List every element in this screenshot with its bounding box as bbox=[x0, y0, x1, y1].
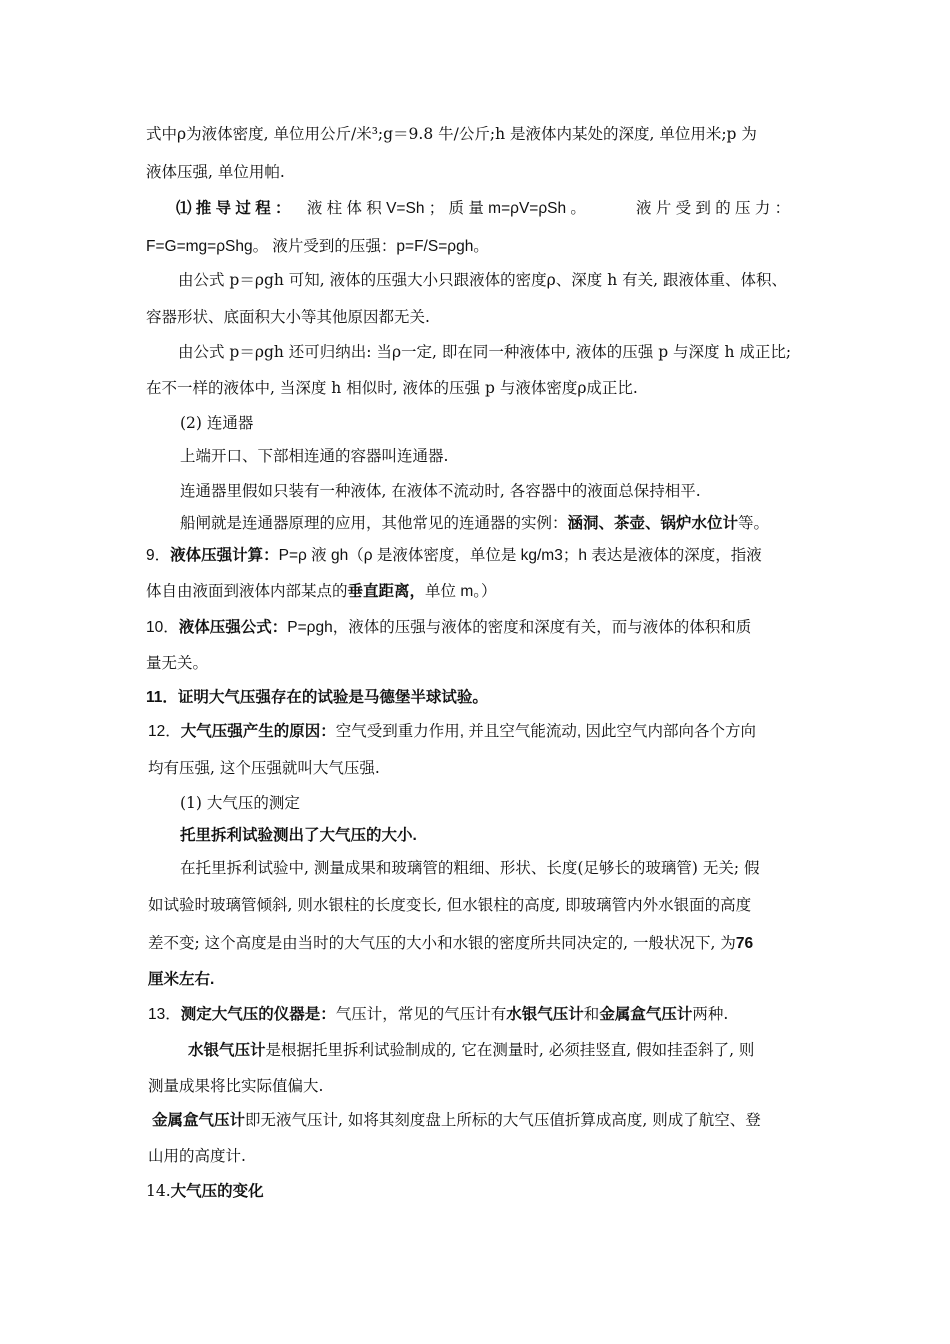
bold-text: 液体压强公式： bbox=[178, 619, 288, 636]
bold-text: 液体压强计算： bbox=[170, 547, 279, 564]
text-line bbox=[148, 1004, 728, 1025]
bold-text: 水银气压计 bbox=[188, 1042, 266, 1059]
text-line: 由公式 p＝ρgh 可知, 液体的压强大小只跟液体的密度ρ、深度 h 有关, 跟液体重、体积、 bbox=[178, 271, 787, 289]
item-number: 12． bbox=[148, 723, 181, 740]
text-line bbox=[176, 199, 586, 219]
bold-text: 涵洞、茶壶、锅炉水位计 bbox=[567, 513, 739, 532]
text-line bbox=[148, 722, 756, 742]
text-span: 是根据托里拆利试验制成的, 它在测量时, 必须挂竖直, 假如挂歪斜了, 则 bbox=[265, 1041, 755, 1059]
text-span: 体自由液面到液体内部某点的 bbox=[146, 583, 348, 600]
text-line: F=G=mg=ρShg。 液片受到的压强：p=F/S=ρgh。 bbox=[146, 238, 489, 255]
text-line: 在不一样的液体中, 当深度 h 相似时, 液体的压强 p 与液体密度ρ成正比. bbox=[146, 379, 638, 397]
text-line: 11．证明大气压强存在的试验是马德堡半球试验。 bbox=[146, 689, 488, 706]
text-line: 测量成果将比实际值偏大. bbox=[148, 1077, 324, 1095]
bold-text: 大气压强产生的原因： bbox=[180, 723, 336, 740]
text-line bbox=[148, 933, 753, 954]
text-span: 液 柱 体 积 V=Sh ； 质 量 m=ρV=ρSh 。 bbox=[306, 200, 586, 217]
bold-text: 金属盒气压计 bbox=[599, 1006, 693, 1023]
bold-text: 测定大气压的仪器是： bbox=[180, 1006, 336, 1023]
text-line: 在托里拆利试验中, 测量成果和玻璃管的粗细、形状、长度(足够长的玻璃管) 无关; 假 bbox=[180, 859, 760, 877]
text-line bbox=[152, 1110, 761, 1131]
text-span: P=ρ 液 gh（ρ 是液体密度，单位是 kg/m3；h 表达是液体的深度，指液 bbox=[278, 547, 762, 564]
bold-text: 金属盒气压计 bbox=[152, 1112, 246, 1129]
text-span: 等。 bbox=[738, 514, 770, 532]
text-line: 厘米左右. bbox=[148, 971, 215, 988]
text-span: 两种. bbox=[692, 1005, 729, 1023]
text-line bbox=[146, 582, 497, 602]
text-line bbox=[180, 513, 769, 533]
text-span: 即无液气压计, 如将其刻度盘上所标的大气压值折算成高度, 则成了航空、登 bbox=[245, 1111, 761, 1129]
text-line bbox=[146, 546, 762, 566]
text-line: 托里拆利试验测出了大气压的大小. bbox=[180, 827, 417, 844]
text-line: 如试验时玻璃管倾斜, 则水银柱的长度变长, 但水银柱的高度, 即玻璃管内外水银面的高度 bbox=[148, 896, 752, 914]
text-span: P=ρgh，液体的压强与液体的密度和深度有关，而与液体的体积和质 bbox=[287, 619, 752, 636]
bold-text: 水银气压计 bbox=[506, 1006, 584, 1023]
text-span: 空气受到重力作用, 并且空气能流动, 因此空气内部向各个方向 bbox=[335, 723, 756, 740]
text-line: 式中ρ为液体密度, 单位用公斤/米³;g＝9.8 牛/公斤;h 是液体内某处的深度, 单位用米;p 为 bbox=[146, 125, 757, 143]
text-line: 连通器里假如只装有一种液体, 在液体不流动时, 各容器中的液面总保持相平. bbox=[180, 482, 701, 500]
item-number: 10． bbox=[146, 619, 179, 636]
bold-text: 大气压的变化 bbox=[170, 1183, 264, 1200]
text-span: 船闸就是连通器原理的应用，其他常见的连通器的实例： bbox=[180, 514, 568, 532]
text-span: 和 bbox=[583, 1005, 600, 1023]
text-line: (2) 连通器 bbox=[180, 414, 254, 432]
text-line: 山用的高度计. bbox=[148, 1147, 246, 1165]
text-line: 由公式 p＝ρgh 还可归纳出: 当ρ一定, 即在同一种液体中, 液体的压强 p 与深度 h 成正比; bbox=[178, 343, 792, 361]
text-line: 液体压强, 单位用帕. bbox=[146, 163, 285, 181]
item-number: 14. bbox=[146, 1182, 171, 1200]
item-number: 13． bbox=[148, 1006, 181, 1023]
text-line: 液 片 受 到 的 压 力 ： bbox=[636, 200, 791, 217]
text-line: 量无关。 bbox=[146, 655, 209, 672]
text-span: 差不变; 这个高度是由当时的大气压的大小和水银的密度所共同决定的, 一般状况下, 为 bbox=[148, 934, 736, 952]
text-line bbox=[146, 1181, 264, 1202]
bold-text: 垂直距离， bbox=[347, 583, 426, 600]
text-line bbox=[146, 618, 751, 638]
bold-text: 76 bbox=[735, 935, 754, 952]
text-line: 容器形状、底面积大小等其他原因都无关. bbox=[146, 308, 430, 326]
derivation-heading: ⑴ 推 导 过 程 ： bbox=[176, 200, 291, 217]
text-span: 单位 m。） bbox=[425, 583, 497, 600]
text-span: 气压计，常见的气压计有 bbox=[335, 1005, 507, 1023]
text-line: 上端开口、下部相连通的容器叫连通器. bbox=[180, 447, 449, 465]
item-number: 9． bbox=[146, 547, 171, 564]
text-line bbox=[188, 1040, 754, 1061]
text-line: 均有压强, 这个压强就叫大气压强. bbox=[148, 759, 380, 777]
text-line: (1) 大气压的测定 bbox=[180, 794, 300, 812]
